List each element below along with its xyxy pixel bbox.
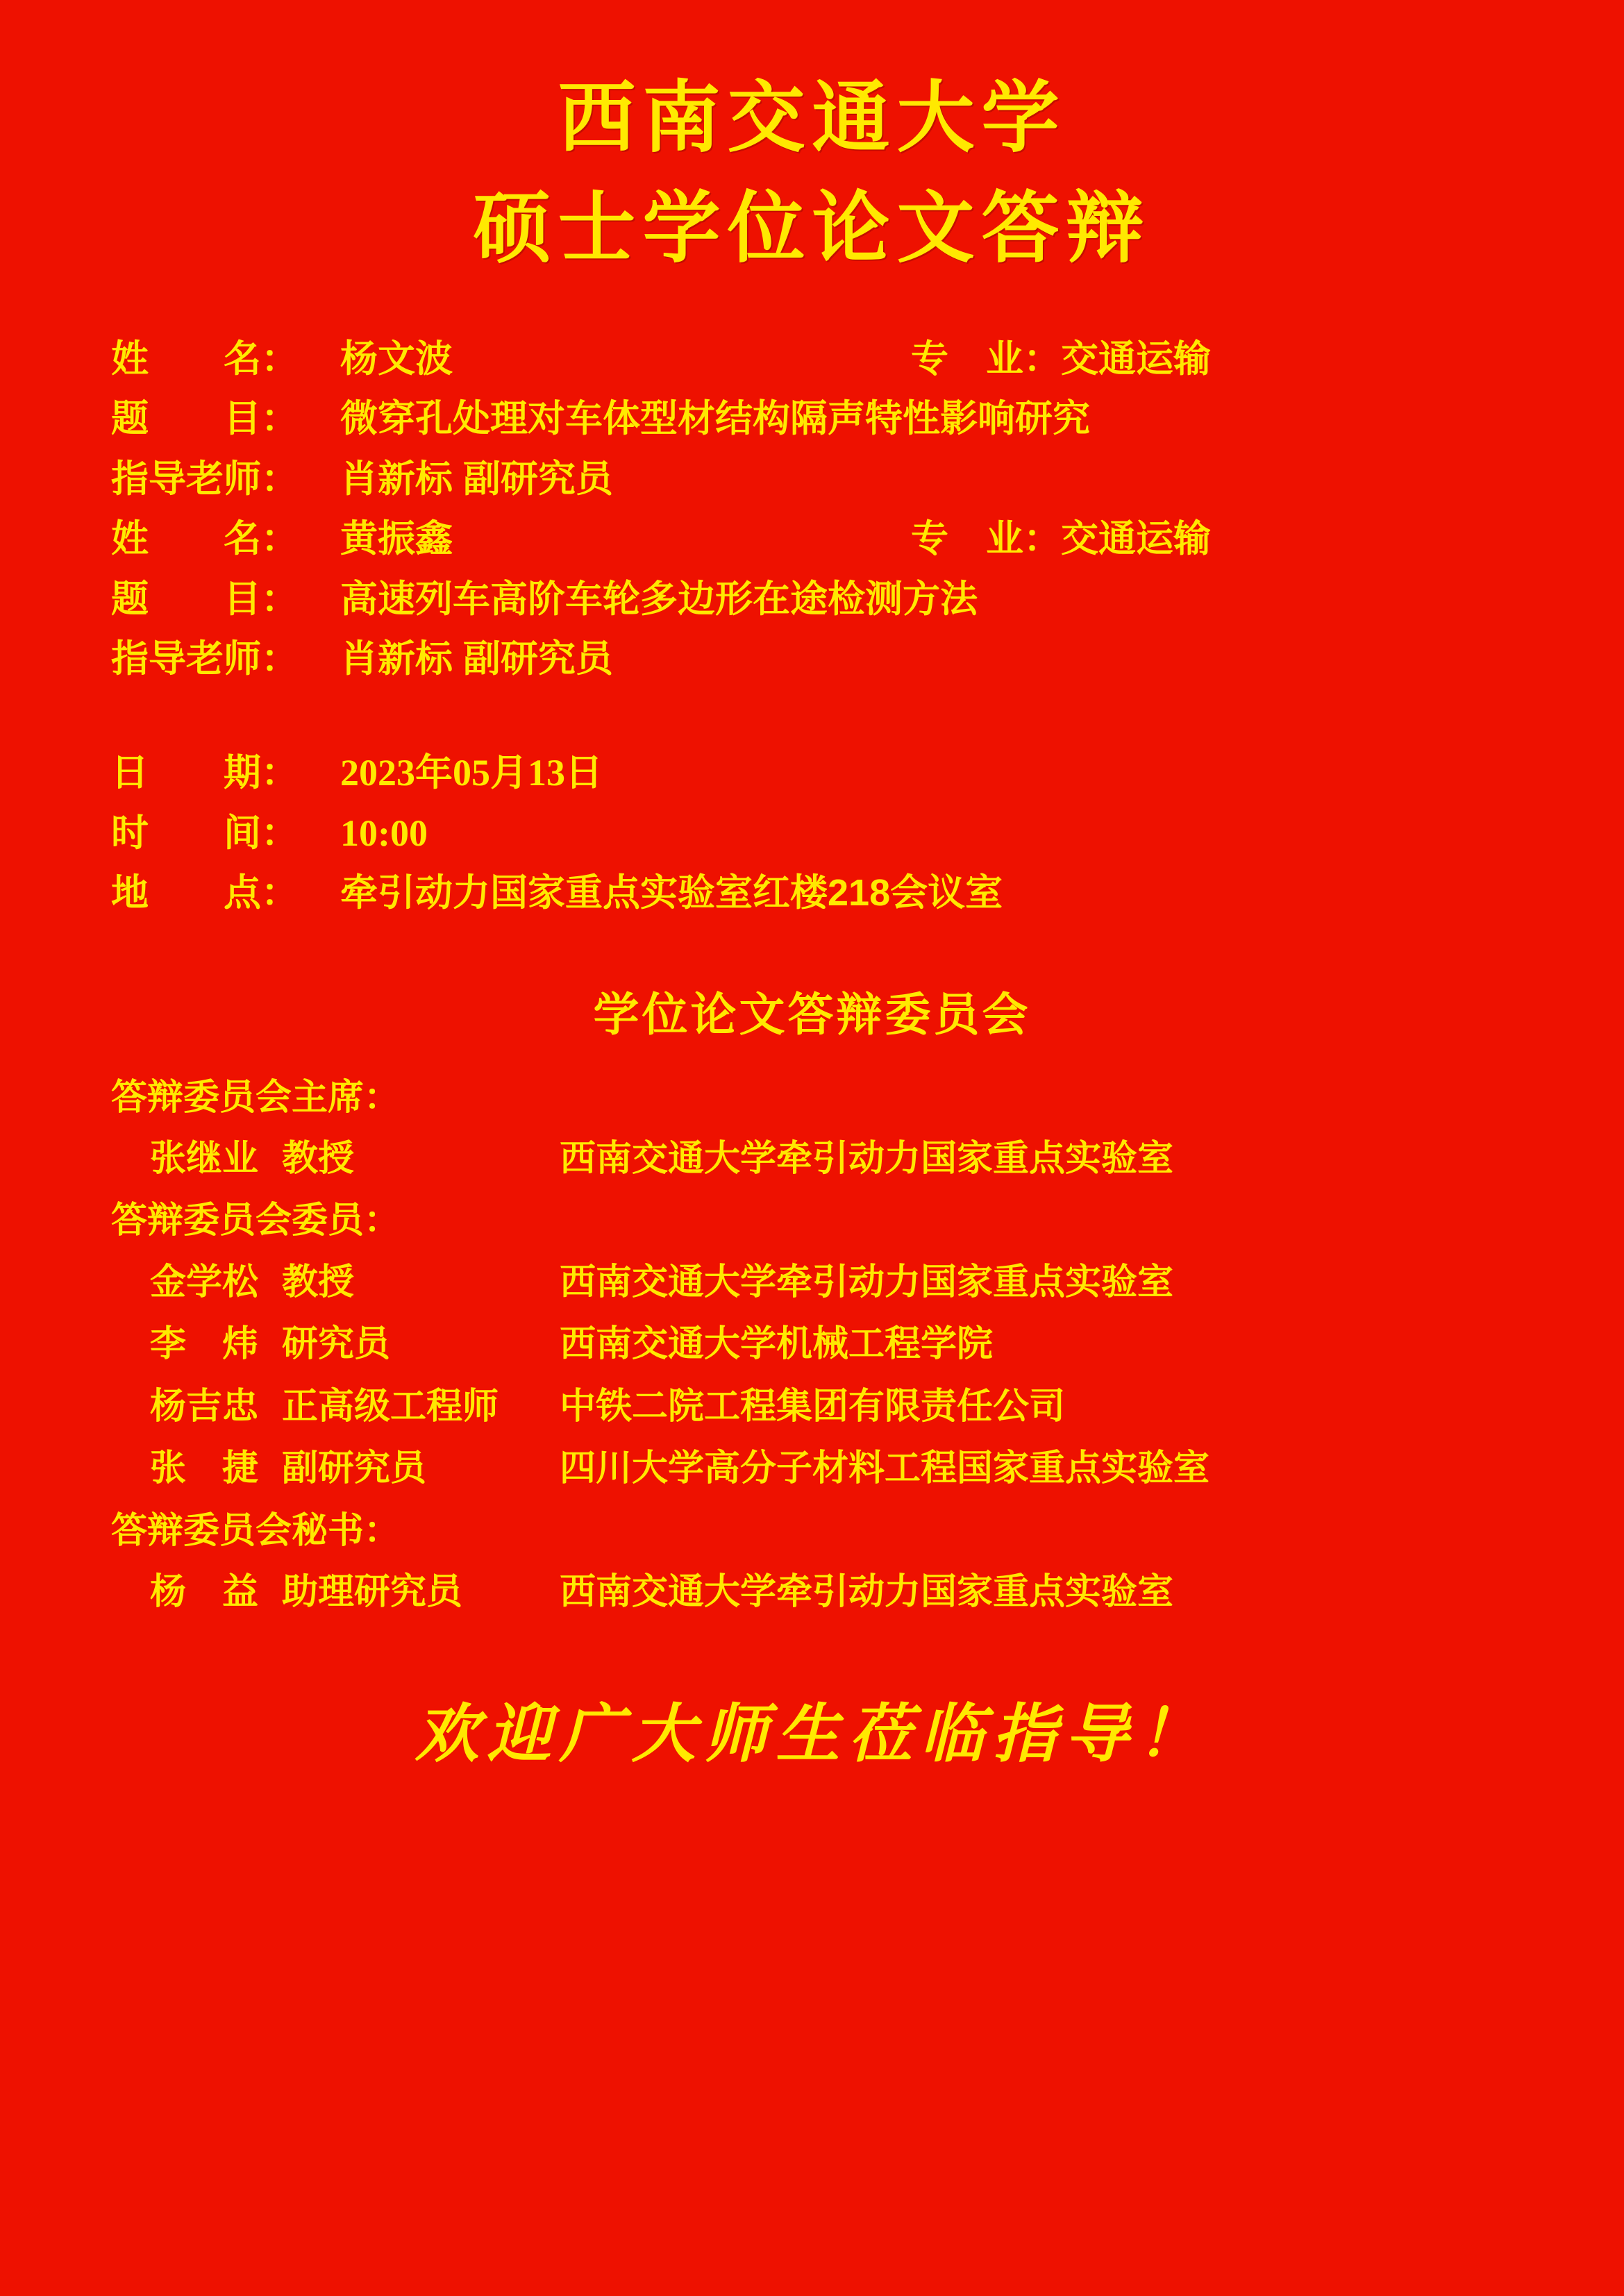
- date-row: [111, 743, 1541, 803]
- member-affiliation: 西南交通大学牵引动力国家重点实验室: [560, 1262, 1174, 1302]
- committee-secretary-label: 答辩委员会秘书：: [111, 1510, 401, 1551]
- label-major-1: 专 业：: [911, 338, 1061, 380]
- member-affiliation: 西南交通大学机械工程学院: [560, 1324, 994, 1365]
- welcome-message: 欢迎广大师生莅临指导！: [415, 1699, 1209, 1770]
- candidate-2-topic-row: [111, 569, 1541, 629]
- member-affiliation: 西南交通大学牵引动力国家重点实验室: [560, 1138, 1174, 1179]
- candidate-2-advisor: 肖新标 副研究员: [340, 638, 614, 680]
- label-topic-1: 题 目：: [111, 398, 299, 440]
- member-name: 李 炜: [150, 1324, 259, 1365]
- member-name: 金学松: [150, 1262, 259, 1302]
- member-affiliation: 西南交通大学牵引动力国家重点实验室: [560, 1571, 1174, 1612]
- member-name: 杨吉忠: [150, 1386, 259, 1427]
- defense-place: 牵引动力国家重点实验室红楼218会议室: [340, 872, 1003, 914]
- candidate-1-name: 杨文波: [340, 338, 453, 380]
- member-affiliation: 中铁二院工程集团有限责任公司: [560, 1386, 1066, 1427]
- member-title: 教授: [282, 1138, 355, 1179]
- label-major-2: 专 业：: [911, 518, 1061, 560]
- candidate-1-name-row: [111, 329, 1541, 389]
- place-row: [111, 863, 1541, 923]
- member-name: 张 捷: [150, 1448, 259, 1489]
- time-row: [111, 803, 1541, 863]
- committee-member-row: [111, 1438, 1562, 1500]
- member-title: 正高级工程师: [282, 1386, 499, 1427]
- member-title: 研究员: [282, 1324, 391, 1365]
- committee-member-row: [111, 1128, 1562, 1190]
- member-title: 教授: [282, 1262, 355, 1302]
- defense-time: 10:00: [340, 812, 428, 854]
- committee-list: [0, 1067, 1624, 1624]
- member-affiliation: 四川大学高分子材料工程国家重点实验室: [560, 1448, 1210, 1489]
- label-name-2: 姓 名：: [111, 518, 299, 560]
- committee-members-label: 答辩委员会委员：: [111, 1200, 401, 1241]
- candidate-1-topic: 微穿孔处理对车体型材结构隔声特性影响研究: [340, 398, 1090, 440]
- defense-date: 2023年05月13日: [340, 752, 603, 794]
- committee-chair-label: 答辩委员会主席：: [111, 1077, 401, 1118]
- committee-heading: 学位论文答辩委员会: [593, 988, 1031, 1040]
- title-line-university: 西南交通大学: [558, 74, 1066, 161]
- label-topic-2: 题 目：: [111, 578, 299, 620]
- member-name: 张继业: [150, 1138, 259, 1179]
- candidate-1-major-group: [911, 329, 1211, 389]
- candidate-2-name: 黄振鑫: [340, 518, 453, 560]
- member-name: 杨 益: [150, 1571, 259, 1612]
- candidate-2-name-row: [111, 509, 1541, 569]
- committee-member-row: [111, 1376, 1562, 1438]
- defense-info: [0, 329, 1624, 923]
- candidate-1-advisor-row: [111, 449, 1541, 509]
- candidate-2-topic: 高速列车高阶车轮多边形在途检测方法: [340, 578, 978, 620]
- member-title: 助理研究员: [282, 1571, 463, 1612]
- poster-title: [0, 0, 1624, 283]
- committee-member-row: [111, 1252, 1562, 1314]
- candidate-1-advisor: 肖新标 副研究员: [340, 458, 614, 500]
- title-line-event: 硕士学位论文答辩: [473, 185, 1151, 272]
- label-date: 日 期：: [111, 752, 299, 794]
- candidate-2-major-group: [911, 509, 1211, 569]
- committee-member-row: [111, 1314, 1562, 1375]
- candidate-1-topic-row: [111, 389, 1541, 449]
- candidate-2-advisor-row: [111, 629, 1541, 689]
- member-title: 副研究员: [282, 1448, 427, 1489]
- info-spacer: [111, 689, 1541, 743]
- candidate-2-major: 交通运输: [1061, 518, 1211, 560]
- candidate-1-major: 交通运输: [1061, 338, 1211, 380]
- committee-member-row: [111, 1561, 1562, 1623]
- label-time: 时 间：: [111, 812, 299, 854]
- label-place: 地 点：: [111, 872, 299, 914]
- label-advisor-2: 指导老师：: [111, 638, 299, 680]
- label-advisor-1: 指导老师：: [111, 458, 299, 500]
- label-name-1: 姓 名：: [111, 338, 299, 380]
